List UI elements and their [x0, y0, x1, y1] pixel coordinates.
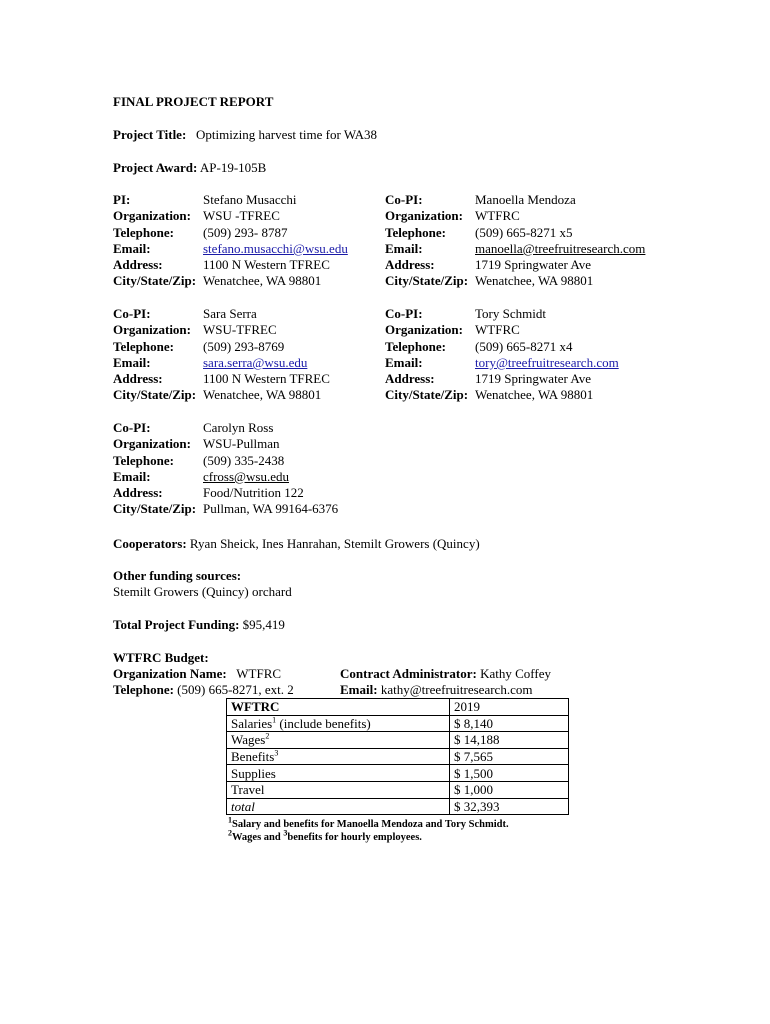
contact-address: 1719 Springwater Ave — [475, 371, 592, 387]
contact-city: Wenatchee, WA 98801 — [203, 387, 322, 403]
address-label: Address: — [113, 485, 163, 501]
address-label: Address: — [113, 371, 163, 387]
contact-name: Carolyn Ross — [203, 420, 274, 435]
budget-item-label: Travel — [227, 781, 450, 798]
role-label: PI: — [113, 192, 131, 207]
table-row — [227, 781, 569, 798]
city-label: City/State/Zip: — [385, 273, 469, 289]
contact-name: Manoella Mendoza — [475, 192, 576, 207]
contact-organization: WSU-TFREC — [203, 322, 277, 338]
contact-name: Tory Schmidt — [475, 306, 546, 321]
contact-organization: WTFRC — [475, 208, 520, 224]
footnote-3-marker: 3 — [283, 828, 288, 838]
budget-org-name: WTFRC — [236, 666, 282, 681]
budget-heading: WTFRC Budget: — [113, 650, 209, 665]
total-value: $ 32,393 — [450, 798, 569, 815]
item-suffix: (include benefits) — [276, 715, 371, 731]
item-name: Wages — [231, 732, 266, 748]
organization-label: Organization: — [113, 322, 191, 338]
contact-email-link[interactable]: sara.serra@wsu.edu — [203, 354, 308, 370]
address-label: Address: — [385, 257, 435, 273]
contact-copi-schmidt — [385, 306, 645, 404]
contact-name: Sara Serra — [203, 306, 257, 321]
total-funding-line — [113, 617, 285, 633]
contact-city: Wenatchee, WA 98801 — [475, 273, 594, 289]
email-label: Email: — [113, 240, 151, 256]
telephone-label: Telephone: — [113, 452, 174, 468]
city-label: City/State/Zip: — [113, 387, 197, 403]
project-title-label: Project Title: — [113, 127, 187, 142]
footnote-1-text: Salary and benefits for Manoella Mendoza and Tory Schmidt. — [232, 819, 509, 830]
organization-label: Organization: — [385, 208, 463, 224]
contact-telephone: (509) 665-8271 x5 — [475, 224, 573, 240]
email-label: Email: — [385, 240, 423, 256]
contact-organization: WSU-Pullman — [203, 436, 280, 452]
contact-pi-musacchi — [113, 192, 373, 290]
role-label: Co-PI: — [385, 306, 423, 321]
contact-email-link[interactable]: stefano.musacchi@wsu.edu — [203, 240, 348, 256]
cooperators-value: Ryan Sheick, Ines Hanrahan, Stemilt Growers (Quincy) — [189, 536, 480, 551]
budget-item-label: Supplies — [227, 765, 450, 782]
budget-item-label — [227, 748, 450, 765]
contract-admin-label: Contract Administrator: — [340, 666, 477, 681]
budget-table — [226, 698, 569, 815]
table-header-row — [227, 699, 569, 716]
project-title: Optimizing harvest time for WA38 — [196, 127, 378, 142]
budget-telephone: (509) 665-8271, ext. 2 — [177, 682, 294, 697]
role-label: Co-PI: — [113, 420, 151, 435]
footnote-2-text-b: benefits for hourly employees. — [287, 832, 422, 843]
budget-email-label: Email: — [340, 682, 378, 697]
telephone-label: Telephone: — [113, 224, 174, 240]
budget-item-label — [227, 732, 450, 749]
contact-copi-serra — [113, 306, 373, 404]
table-row — [227, 732, 569, 749]
address-label: Address: — [113, 257, 163, 273]
city-label: City/State/Zip: — [385, 387, 469, 403]
budget-item-value: $ 1,000 — [450, 781, 569, 798]
table-header-year: 2019 — [450, 699, 569, 716]
contact-email-link[interactable]: cfross@wsu.edu — [203, 468, 289, 484]
item-name: Benefits — [231, 749, 275, 765]
table-total-row — [227, 798, 569, 815]
contact-telephone: (509) 293- 8787 — [203, 224, 288, 240]
contact-email-link[interactable]: tory@treefruitresearch.com — [475, 354, 619, 370]
email-label: Email: — [385, 354, 423, 370]
total-label: total — [227, 798, 450, 815]
footnote-marker: 3 — [274, 748, 279, 758]
contact-address: Food/Nutrition 122 — [203, 485, 304, 501]
other-funding-value: Stemilt Growers (Quincy) orchard — [113, 584, 292, 599]
cooperators-line — [113, 536, 480, 552]
organization-label: Organization: — [113, 436, 191, 452]
budget-item-value: $ 14,188 — [450, 732, 569, 749]
contact-copi-mendoza — [385, 192, 645, 290]
table-header-left: WFTRC — [227, 699, 450, 716]
contact-email-link[interactable]: manoella@treefruitresearch.com — [475, 240, 646, 256]
table-row — [227, 748, 569, 765]
contact-telephone: (509) 293-8769 — [203, 338, 285, 354]
organization-label: Organization: — [385, 322, 463, 338]
contact-address: 1719 Springwater Ave — [475, 257, 592, 273]
project-award-label: Project Award: — [113, 160, 198, 175]
role-label: Co-PI: — [385, 192, 423, 207]
footnote-2-text-a: Wages and — [232, 832, 284, 843]
city-label: City/State/Zip: — [113, 501, 197, 517]
budget-item-value: $ 1,500 — [450, 765, 569, 782]
contact-name: Stefano Musacchi — [203, 192, 297, 207]
budget-email: kathy@treefruitresearch.com — [380, 682, 533, 697]
table-row — [227, 715, 569, 732]
email-label: Email: — [113, 468, 151, 484]
footnote-2-marker: 2 — [228, 828, 232, 838]
organization-label: Organization: — [113, 208, 191, 224]
footnote-marker: 2 — [265, 732, 270, 742]
telephone-label: Telephone: — [113, 338, 174, 354]
contact-telephone: (509) 335-2438 — [203, 452, 285, 468]
contact-address: 1100 N Western TFREC — [203, 257, 330, 273]
project-award: AP-19-105B — [199, 160, 267, 175]
table-row — [227, 765, 569, 782]
address-label: Address: — [385, 371, 435, 387]
contact-city: Wenatchee, WA 98801 — [475, 387, 594, 403]
footnote-1-marker: 1 — [228, 815, 232, 825]
other-funding-label: Other funding sources: — [113, 568, 242, 583]
telephone-label: Telephone: — [385, 338, 446, 354]
budget-email-line — [340, 682, 532, 698]
contact-city: Pullman, WA 99164-6376 — [203, 501, 339, 517]
report-heading: FINAL PROJECT REPORT — [113, 94, 274, 109]
total-funding-value: $95,419 — [242, 617, 285, 632]
footnote-1 — [228, 815, 509, 832]
budget-item-value: $ 7,565 — [450, 748, 569, 765]
budget-telephone-label: Telephone: — [113, 682, 174, 697]
contact-telephone: (509) 665-8271 x4 — [475, 338, 573, 354]
contract-admin-line — [340, 666, 551, 682]
email-label: Email: — [113, 354, 151, 370]
contract-admin-name: Kathy Coffey — [480, 666, 551, 681]
contact-organization: WTFRC — [475, 322, 520, 338]
budget-item-value: $ 8,140 — [450, 715, 569, 732]
footnote-2 — [228, 828, 422, 845]
role-label: Co-PI: — [113, 306, 151, 321]
project-title-line — [113, 127, 377, 143]
footnote-marker: 1 — [272, 715, 277, 725]
city-label: City/State/Zip: — [113, 273, 197, 289]
budget-org-label: Organization Name: — [113, 666, 227, 681]
project-award-line — [113, 160, 266, 176]
telephone-label: Telephone: — [385, 224, 446, 240]
contact-organization: WSU -TFREC — [203, 208, 280, 224]
total-funding-label: Total Project Funding: — [113, 617, 240, 632]
item-name: Salaries — [231, 715, 273, 731]
cooperators-label: Cooperators: — [113, 536, 187, 551]
contact-city: Wenatchee, WA 98801 — [203, 273, 322, 289]
contact-copi-ross — [113, 420, 373, 518]
budget-item-label — [227, 715, 450, 732]
budget-org-line — [113, 666, 281, 682]
budget-telephone-line — [113, 682, 294, 698]
contact-address: 1100 N Western TFREC — [203, 371, 330, 387]
